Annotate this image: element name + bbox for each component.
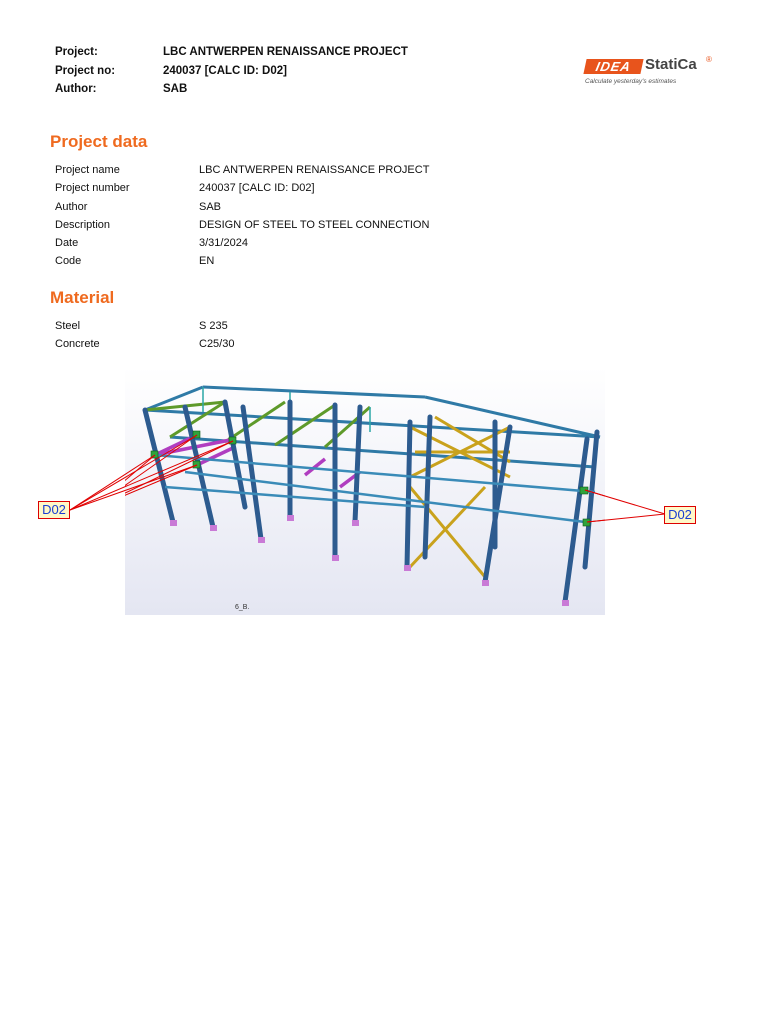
row-label: Steel bbox=[55, 320, 81, 332]
table-row bbox=[55, 255, 429, 273]
table-row bbox=[55, 338, 234, 356]
row-value: EN bbox=[199, 255, 215, 268]
material-title: Material bbox=[50, 288, 115, 307]
callout-d02-right: D02 bbox=[664, 506, 696, 524]
callout-d02-left: D02 bbox=[38, 501, 70, 519]
row-value: LBC ANTWERPEN RENAISSANCE PROJECT bbox=[199, 164, 430, 176]
logo-tagline: Calculate yesterday's estimates bbox=[585, 78, 677, 85]
header-project-label: Project: bbox=[55, 46, 98, 58]
project-data-table bbox=[55, 164, 429, 274]
row-label: Date bbox=[55, 237, 79, 250]
idea-statica-logo bbox=[585, 55, 715, 89]
header-project-row bbox=[55, 46, 408, 65]
table-row bbox=[55, 164, 429, 182]
row-value: SAB bbox=[199, 200, 222, 213]
table-row bbox=[55, 201, 429, 219]
row-label: Author bbox=[55, 200, 88, 213]
table-row bbox=[55, 219, 429, 237]
table-row bbox=[55, 182, 429, 200]
row-value: 3/31/2024 bbox=[199, 237, 248, 250]
logo-registered-mark: ® bbox=[706, 55, 712, 64]
row-label: Project name bbox=[55, 164, 120, 176]
axis-label: 6_B. bbox=[235, 604, 250, 611]
row-value: DESIGN OF STEEL TO STEEL CONNECTION bbox=[199, 218, 430, 231]
report-header bbox=[55, 46, 408, 102]
row-label: Concrete bbox=[55, 338, 100, 351]
row-value: S 235 bbox=[199, 320, 228, 332]
row-label: Project number bbox=[55, 182, 130, 195]
header-project-no-row bbox=[55, 65, 408, 84]
project-data-title: Project data bbox=[50, 132, 148, 151]
header-project-no-value: 240037 [CALC ID: D02] bbox=[163, 64, 287, 77]
logo-name: StatiCa bbox=[645, 56, 697, 73]
logo-badge: IDEA bbox=[583, 59, 643, 74]
table-row bbox=[55, 320, 234, 338]
header-author-row bbox=[55, 83, 408, 102]
structural-model-figure bbox=[125, 367, 605, 615]
header-author-label: Author: bbox=[55, 83, 97, 95]
table-row bbox=[55, 237, 429, 255]
row-value: 240037 [CALC ID: D02] bbox=[199, 182, 315, 195]
row-label: Code bbox=[55, 255, 82, 268]
row-value: C25/30 bbox=[199, 338, 235, 351]
material-table bbox=[55, 320, 234, 357]
header-project-value: LBC ANTWERPEN RENAISSANCE PROJECT bbox=[163, 46, 408, 58]
row-label: Description bbox=[55, 218, 111, 231]
header-author-value: SAB bbox=[163, 83, 188, 95]
header-project-no-label: Project no: bbox=[55, 64, 116, 77]
